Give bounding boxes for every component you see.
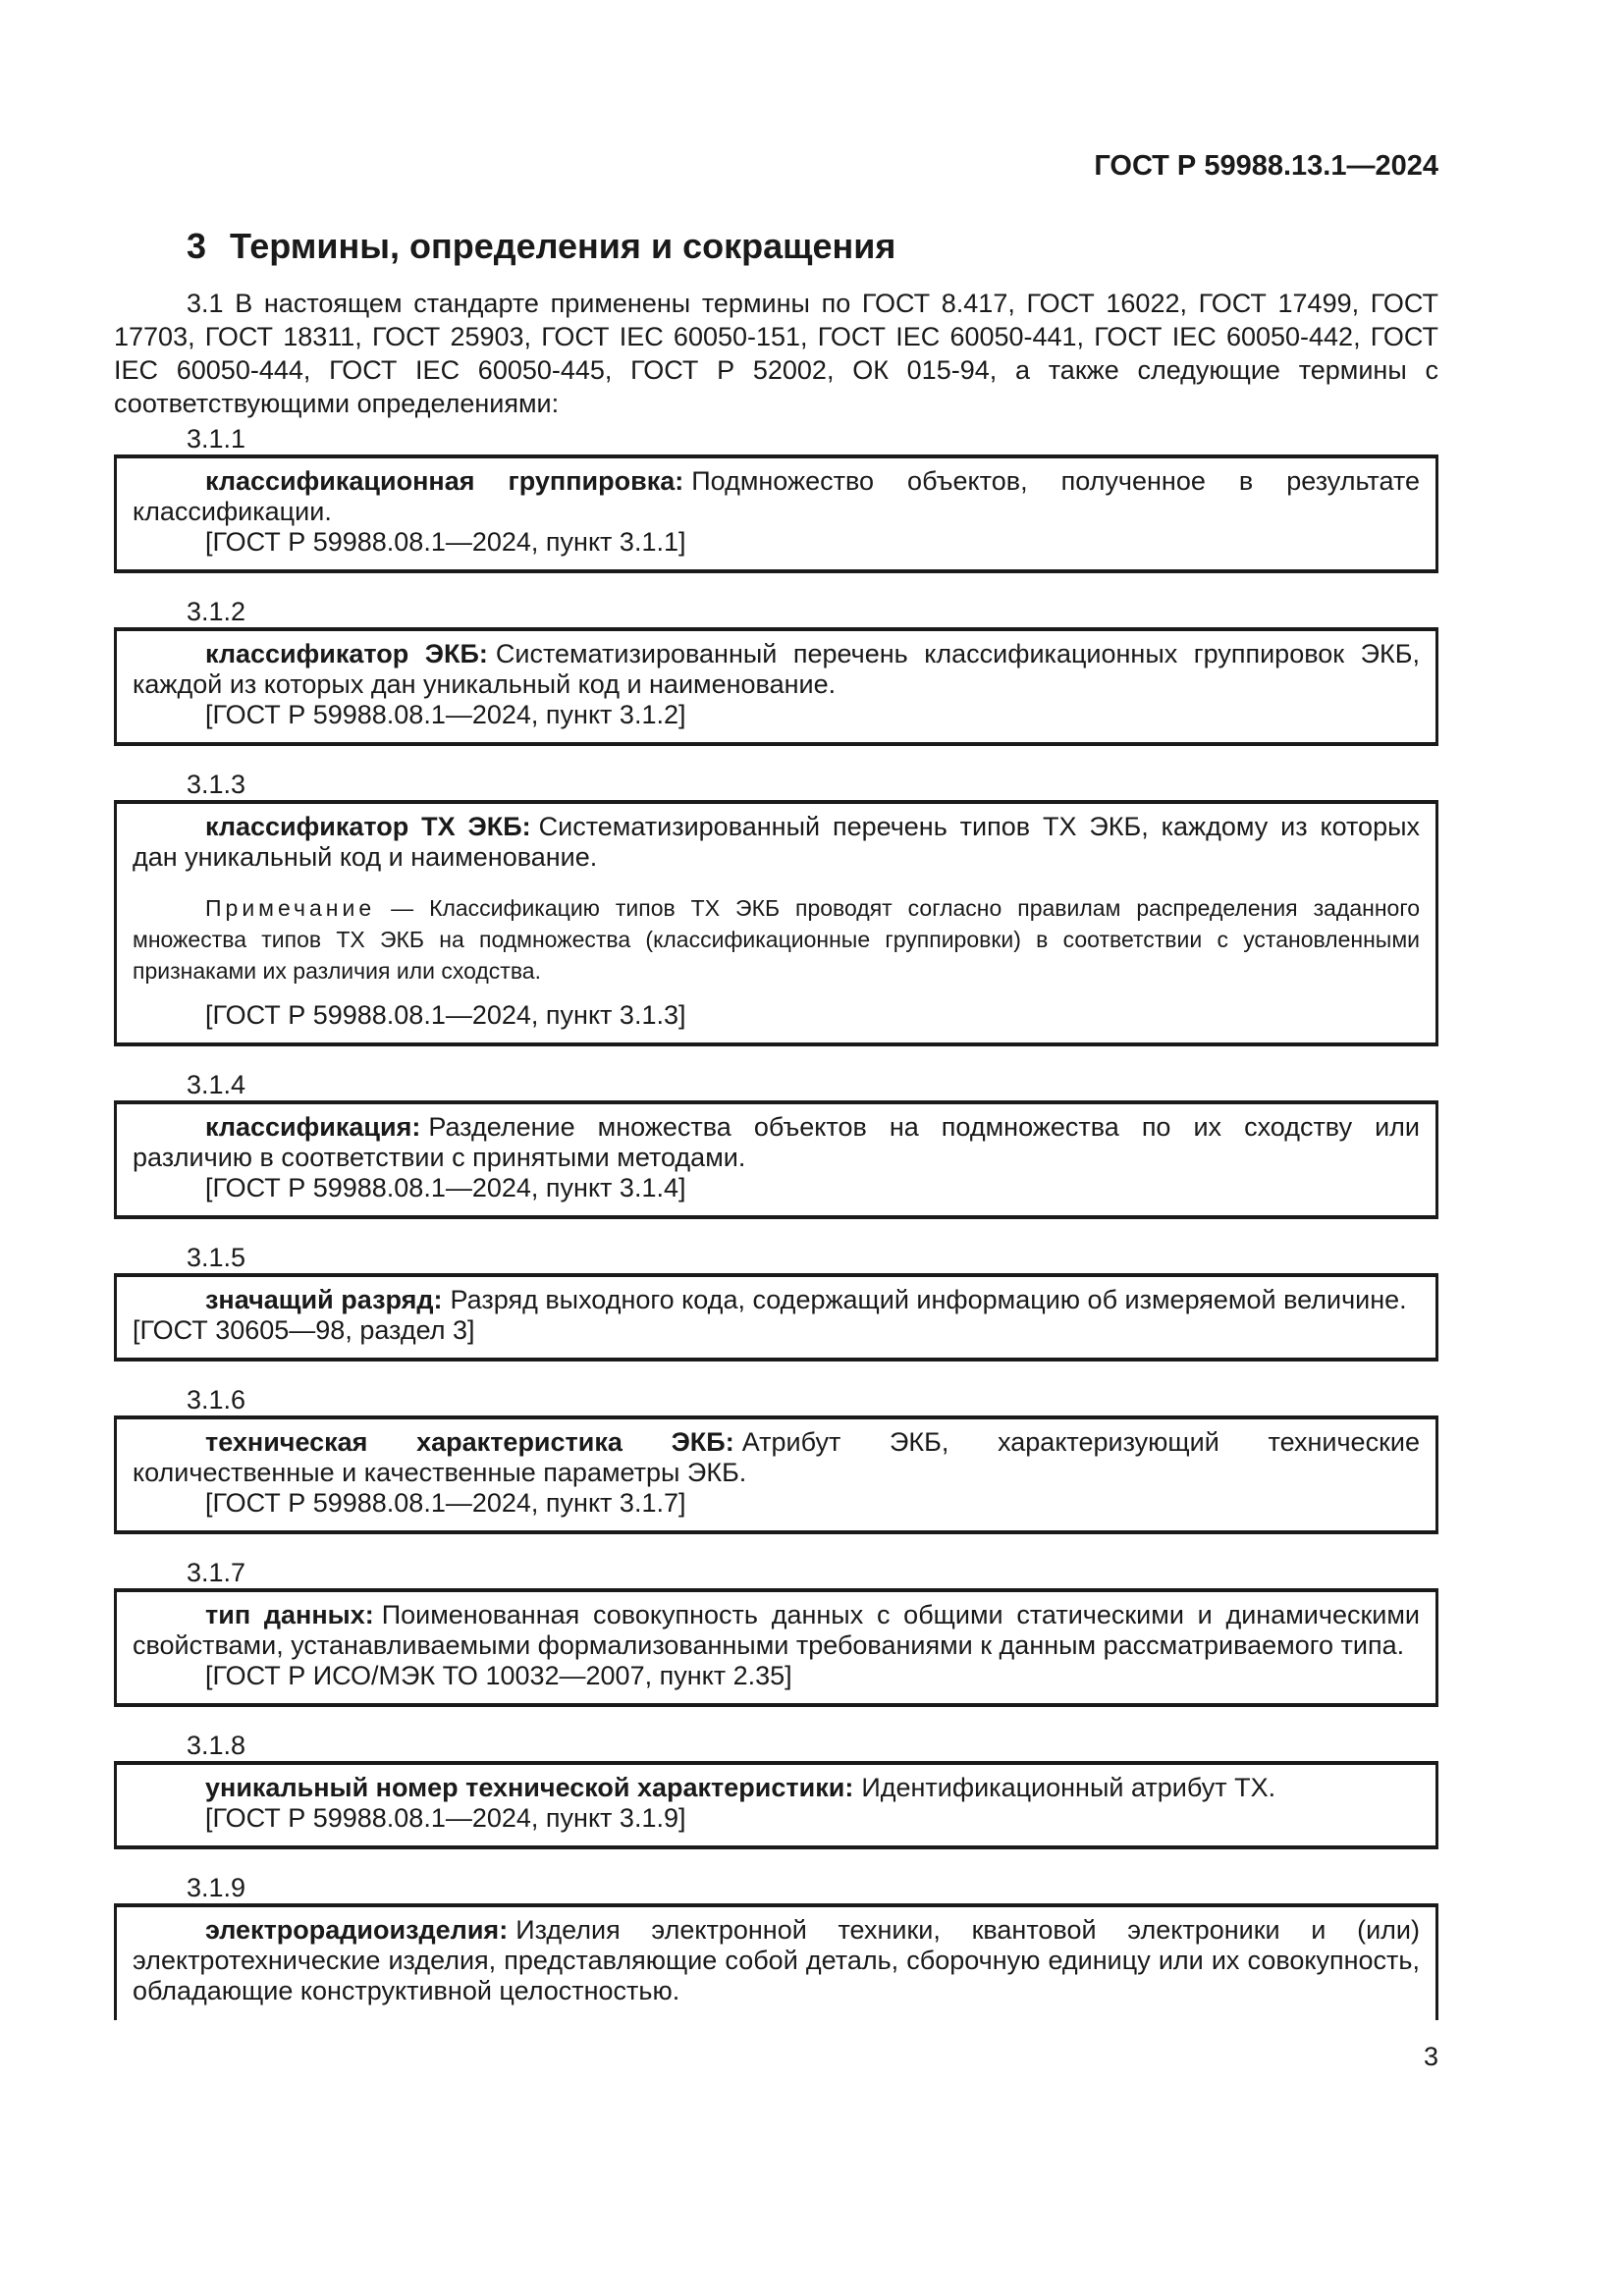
doc-code: ГОСТ Р 59988.13.1—2024	[1094, 150, 1438, 182]
term-label: тип данных:	[205, 1600, 374, 1629]
definition-text	[133, 1773, 1420, 1803]
note-text: — Классификацию типов ТХ ЭКБ проводят согласно правилам распределения заданного множества типов ТХ ЭКБ на подмножества (классификационные группировки) в соответствии с установленными признаками их различия или сходства.	[133, 895, 1421, 984]
definition-box-3-1-1	[114, 454, 1438, 573]
definition-text	[133, 466, 1420, 527]
citation: [ГОСТ Р 59988.08.1—2024, пункт 3.1.9]	[205, 1803, 686, 1833]
definition-text	[133, 1600, 1420, 1661]
definition-body: Подмножество объектов, полученное в результате классификации.	[133, 466, 1420, 526]
definition-body: Поименованная совокупность данных с общими статическими и динамическими свойствами, устанавливаемыми формализованными требованиями к данным рассматриваемого типа.	[133, 1600, 1420, 1660]
term-label: классификационная группировка:	[205, 466, 684, 496]
intro-paragraph: 3.1 В настоящем стандарте применены термины по ГОСТ 8.417, ГОСТ 16022, ГОСТ 17499, ГОСТ 17703, ГОСТ 18311, ГОСТ 25903, ГОСТ IEC 60050-151, ГОСТ IEC 60050-441, ГОСТ IEC 60050-442, ГОСТ IEC 60050-444, ГОСТ IEC 60050-445, ГОСТ Р 52002, ОК 015-94, а также следующие термины с соответствующими определениями:	[114, 289, 1438, 418]
citation: [ГОСТ Р 59988.08.1—2024, пункт 3.1.3]	[205, 1000, 686, 1030]
definition-body: Атрибут ЭКБ, характеризующий технические количественные и качественные параметры ЭКБ.	[133, 1427, 1420, 1487]
page-number: 3	[1423, 2042, 1438, 2071]
term-number-3-1-6: 3.1.6	[187, 1385, 246, 1415]
definition-text	[133, 812, 1420, 873]
term-number-3-1-8: 3.1.8	[187, 1731, 246, 1760]
term-label: электрорадиоизделия:	[205, 1915, 509, 1945]
citation: [ГОСТ Р 59988.08.1—2024, пункт 3.1.1]	[205, 527, 686, 557]
note-label: Примечание	[205, 895, 376, 921]
definition-box-3-1-9	[114, 1903, 1438, 2020]
definition-box-3-1-3	[114, 800, 1438, 1046]
term-number-3-1-9: 3.1.9	[187, 1873, 246, 1902]
citation: [ГОСТ Р ИСО/МЭК ТО 10032—2007, пункт 2.35]	[205, 1661, 792, 1690]
term-label: классификатор ТХ ЭКБ:	[205, 812, 531, 841]
definition-box-3-1-2	[114, 627, 1438, 746]
definition-text	[133, 1285, 1420, 1315]
definition-box-3-1-8	[114, 1761, 1438, 1849]
term-number-3-1-3: 3.1.3	[187, 770, 246, 799]
definition-text	[133, 1112, 1420, 1173]
definition-text	[133, 1915, 1420, 2006]
section-title: Термины, определения и сокращения	[230, 226, 896, 266]
term-number-3-1-4: 3.1.4	[187, 1070, 246, 1099]
definition-body: Систематизированный перечень типов ТХ ЭКБ, каждому из которых дан уникальный код и наименование.	[133, 812, 1420, 872]
definition-text	[133, 639, 1420, 700]
definition-box-3-1-6	[114, 1415, 1438, 1534]
definition-body: Разделение множества объектов на подмножества по их сходству или различию в соответствии с принятыми методами.	[133, 1112, 1420, 1172]
definition-body: Разряд выходного кода, содержащий информацию об измеряемой величине.	[450, 1285, 1407, 1314]
definition-box-3-1-4	[114, 1100, 1438, 1219]
term-number-3-1-7: 3.1.7	[187, 1558, 246, 1587]
term-label: классификация:	[205, 1112, 421, 1142]
definition-box-3-1-7	[114, 1588, 1438, 1707]
citation: [ГОСТ Р 59988.08.1—2024, пункт 3.1.7]	[205, 1488, 686, 1518]
term-number-3-1-1: 3.1.1	[187, 424, 246, 454]
definition-note	[133, 892, 1420, 987]
doc-header	[114, 149, 1438, 183]
term-number-3-1-2: 3.1.2	[187, 597, 246, 626]
term-label: классификатор ЭКБ:	[205, 639, 488, 668]
definition-box-3-1-5	[114, 1273, 1438, 1362]
term-number-3-1-5: 3.1.5	[187, 1243, 246, 1272]
section-number: 3	[187, 226, 207, 266]
definition-body: Идентификационный атрибут ТХ.	[861, 1773, 1276, 1802]
citation: [ГОСТ 30605—98, раздел 3]	[133, 1315, 475, 1345]
term-label: значащий разряд:	[205, 1285, 443, 1314]
definition-body: Систематизированный перечень классификационных группировок ЭКБ, каждой из которых дан уникальный код и наименование.	[133, 639, 1420, 699]
section-heading	[114, 226, 1438, 267]
term-label: техническая характеристика ЭКБ:	[205, 1427, 734, 1457]
citation: [ГОСТ Р 59988.08.1—2024, пункт 3.1.2]	[205, 700, 686, 729]
citation: [ГОСТ Р 59988.08.1—2024, пункт 3.1.4]	[205, 1173, 686, 1202]
definition-body: Изделия электронной техники, квантовой электроники и (или) электротехнические изделия, представляющие собой деталь, сборочную единицу или их совокупность, обладающие конструктивной целостностью.	[133, 1915, 1420, 2005]
term-label: уникальный номер технической характеристики:	[205, 1773, 854, 1802]
definition-text	[133, 1427, 1420, 1488]
